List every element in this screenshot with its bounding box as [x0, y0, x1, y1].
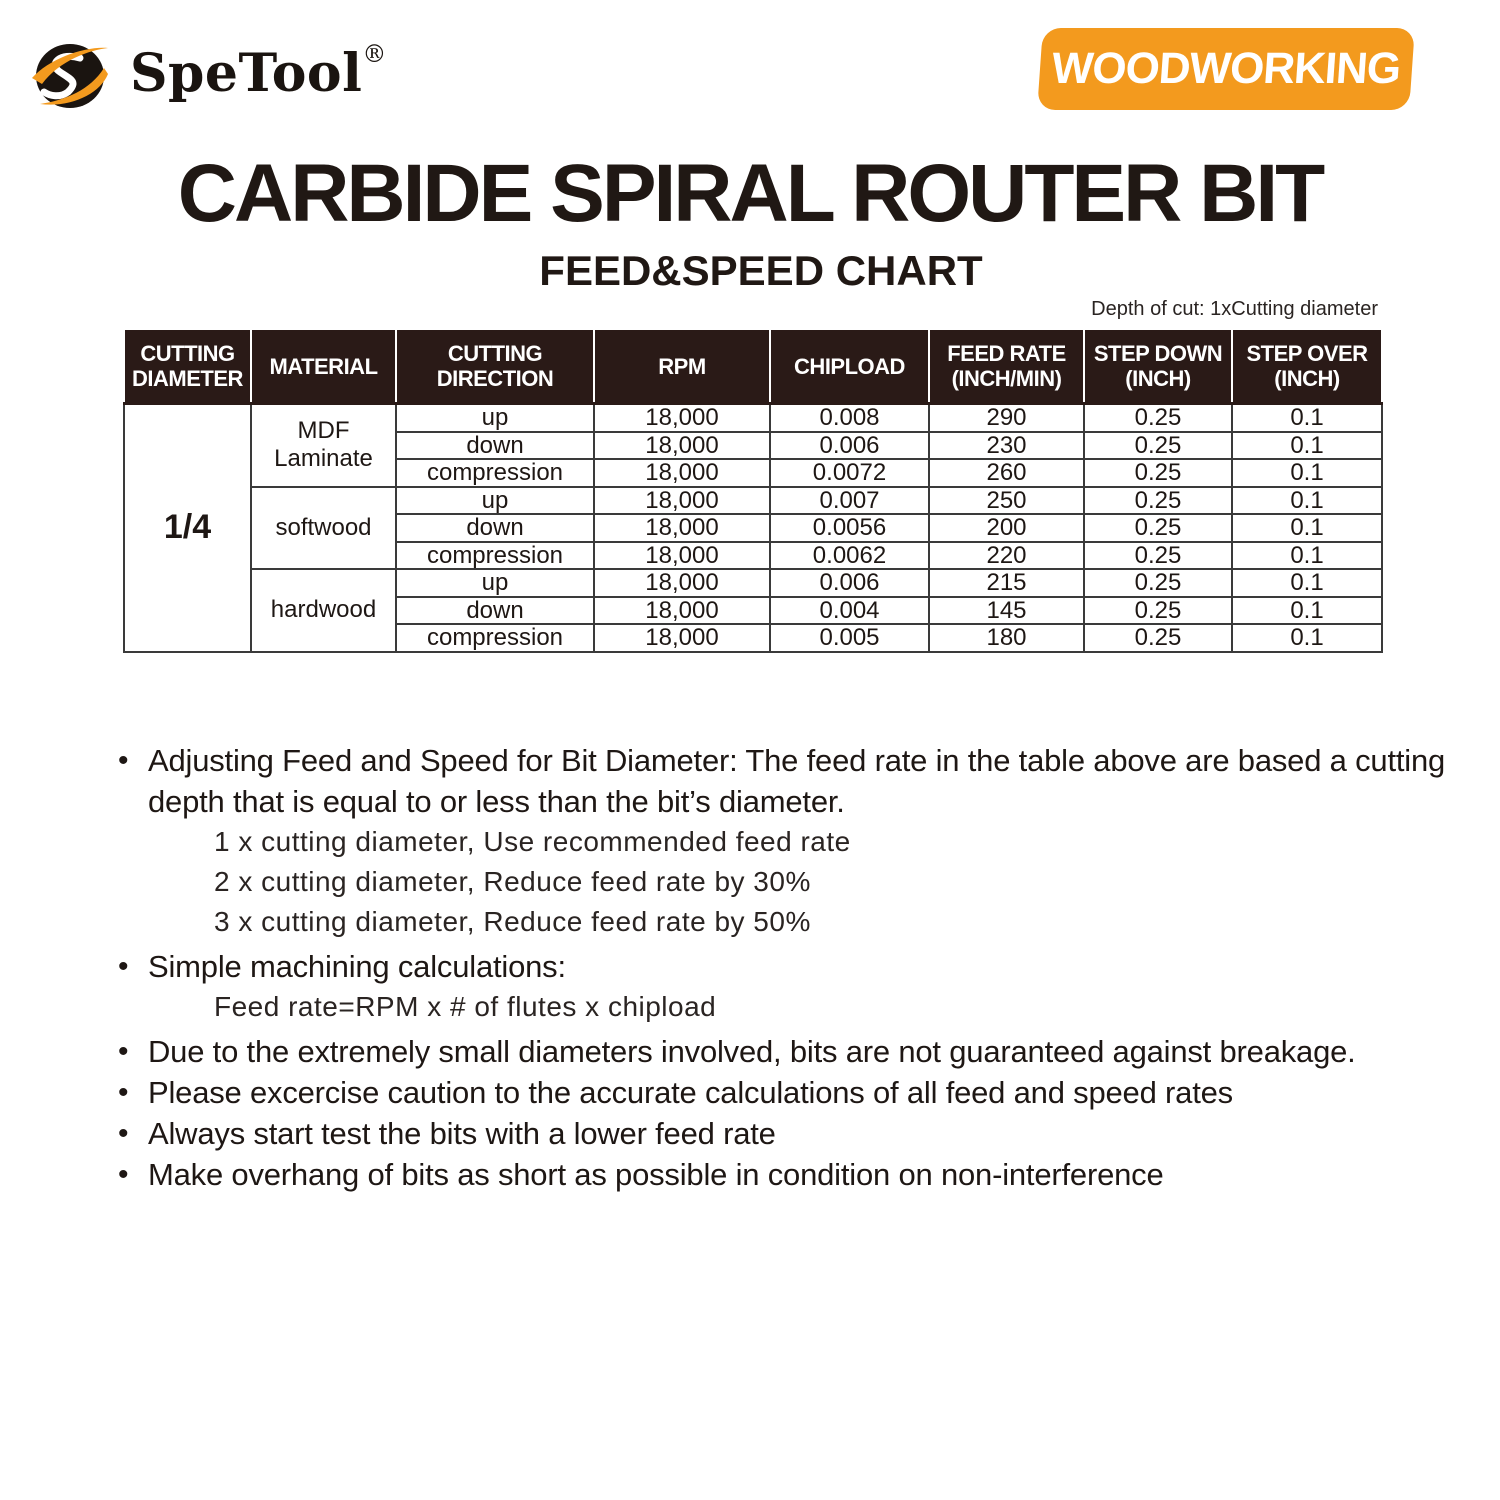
column-header-rpm	[594, 329, 770, 404]
column-header-line: (INCH)	[1125, 366, 1191, 391]
feed-cell: 250	[929, 487, 1084, 515]
step-over-cell: 0.1	[1232, 487, 1382, 515]
column-header-cutting-diameter	[124, 329, 251, 404]
column-header-line: (INCH)	[1274, 366, 1340, 391]
direction-cell: down	[396, 514, 594, 542]
rpm-cell: 18,000	[594, 432, 770, 460]
rpm-cell: 18,000	[594, 597, 770, 625]
step-down-cell: 0.25	[1084, 432, 1232, 460]
step-over-cell: 0.1	[1232, 459, 1382, 487]
chipload-cell: 0.007	[770, 487, 929, 515]
note-subline: 2 x cutting diameter, Reduce feed rate by 30%	[214, 866, 811, 897]
rpm-cell: 18,000	[594, 487, 770, 515]
column-header-line: MATERIAL	[269, 353, 378, 379]
feed-cell: 290	[929, 404, 1084, 432]
step-down-cell: 0.25	[1084, 569, 1232, 597]
table-header-row	[124, 329, 1382, 404]
direction-cell: compression	[396, 459, 594, 487]
table-header	[124, 329, 1382, 404]
rpm-cell: 18,000	[594, 404, 770, 432]
material-label: Laminate	[274, 445, 373, 473]
note-subline: 1 x cutting diameter, Use recommended feed rate	[214, 826, 851, 857]
column-header-line: STEP DOWN	[1093, 341, 1223, 366]
column-header-chipload	[770, 329, 929, 404]
direction-cell: compression	[396, 542, 594, 570]
column-header-line: FEED RATE	[947, 341, 1066, 366]
column-header-line: DIAMETER	[132, 366, 243, 391]
feed-cell: 145	[929, 597, 1084, 625]
brand-logo	[30, 38, 387, 112]
page-subtitle: FEED&SPEED CHART	[539, 247, 983, 294]
feed-cell: 220	[929, 542, 1084, 570]
column-header-line: DIRECTION	[436, 366, 554, 391]
column-header-material	[251, 329, 396, 404]
column-header-feed-rate	[929, 329, 1084, 404]
step-down-cell: 0.25	[1084, 542, 1232, 570]
spetool-logo-icon	[30, 38, 110, 112]
material-cell	[251, 487, 396, 570]
step-over-cell: 0.1	[1232, 624, 1382, 652]
step-over-cell: 0.1	[1232, 597, 1382, 625]
table-row	[124, 569, 1382, 597]
direction-cell: up	[396, 404, 594, 432]
step-down-cell: 0.25	[1084, 514, 1232, 542]
chipload-cell: 0.004	[770, 597, 929, 625]
chipload-cell: 0.0062	[770, 542, 929, 570]
note-bullet: • Always start test the bits with a lower feed rate	[118, 1113, 1478, 1154]
material-cell	[251, 404, 396, 487]
column-header-line: RPM	[658, 353, 706, 379]
chipload-cell: 0.006	[770, 432, 929, 460]
step-over-cell: 0.1	[1232, 542, 1382, 570]
column-header-line: CHIPLOAD	[794, 353, 905, 379]
feed-speed-table	[123, 328, 1383, 653]
chipload-cell: 0.0072	[770, 459, 929, 487]
table-body	[124, 404, 1382, 652]
depth-of-cut-note: Depth of cut: 1xCutting diameter	[1091, 298, 1378, 320]
material-label: hardwood	[270, 596, 377, 624]
note-bullet: • Make overhang of bits as short as possible in condition on non-interference	[118, 1154, 1478, 1195]
material-label: softwood	[275, 513, 372, 541]
column-header-line: CUTTING	[447, 341, 543, 366]
feed-cell: 260	[929, 459, 1084, 487]
note-bullet: • Adjusting Feed and Speed for Bit Diameter: The feed rate in the table above are based a cutting depth that is equal to or less than the bit’s diameter.	[118, 740, 1478, 822]
direction-cell: up	[396, 569, 594, 597]
rpm-cell: 18,000	[594, 459, 770, 487]
direction-cell: down	[396, 597, 594, 625]
step-down-cell: 0.25	[1084, 404, 1232, 432]
column-header-line: CUTTING	[140, 341, 235, 366]
note-subline: Feed rate=RPM x # of flutes x chipload	[214, 991, 717, 1022]
woodworking-badge: WOODWORKING	[1037, 28, 1415, 110]
note-bullet: • Simple machining calculations:	[118, 946, 1478, 987]
feed-cell: 180	[929, 624, 1084, 652]
column-header-line: (INCH/MIN)	[951, 366, 1062, 391]
material-cell	[251, 569, 396, 652]
notes-list	[118, 740, 1478, 1195]
column-header-cutting-direction	[396, 329, 594, 404]
feed-cell: 215	[929, 569, 1084, 597]
direction-cell: up	[396, 487, 594, 515]
table-row	[124, 487, 1382, 515]
chipload-cell: 0.0056	[770, 514, 929, 542]
chipload-cell: 0.008	[770, 404, 929, 432]
note-subline: 3 x cutting diameter, Reduce feed rate by 50%	[214, 906, 811, 937]
note-bullet: • Please excercise caution to the accurate calculations of all feed and speed rates	[118, 1072, 1478, 1113]
table-row	[124, 404, 1382, 432]
rpm-cell: 18,000	[594, 542, 770, 570]
brand-name: SpeTool®	[130, 40, 387, 104]
direction-cell: down	[396, 432, 594, 460]
column-header-step-down	[1084, 329, 1232, 404]
column-header-line: STEP OVER	[1246, 341, 1368, 366]
diameter-cell: 1/4	[124, 404, 251, 652]
step-over-cell: 0.1	[1232, 514, 1382, 542]
rpm-cell: 18,000	[594, 624, 770, 652]
direction-cell: compression	[396, 624, 594, 652]
step-down-cell: 0.25	[1084, 459, 1232, 487]
column-header-step-over	[1232, 329, 1382, 404]
rpm-cell: 18,000	[594, 569, 770, 597]
step-down-cell: 0.25	[1084, 597, 1232, 625]
step-down-cell: 0.25	[1084, 487, 1232, 515]
page-title: CARBIDE SPIRAL ROUTER BIT	[177, 148, 1323, 239]
step-down-cell: 0.25	[1084, 624, 1232, 652]
rpm-cell: 18,000	[594, 514, 770, 542]
material-label: MDF	[297, 417, 350, 445]
page-header	[0, 0, 1500, 140]
chipload-cell: 0.005	[770, 624, 929, 652]
step-over-cell: 0.1	[1232, 432, 1382, 460]
chipload-cell: 0.006	[770, 569, 929, 597]
step-over-cell: 0.1	[1232, 404, 1382, 432]
step-over-cell: 0.1	[1232, 569, 1382, 597]
feed-cell: 200	[929, 514, 1084, 542]
feed-cell: 230	[929, 432, 1084, 460]
note-bullet: • Due to the extremely small diameters involved, bits are not guaranteed against breakage.	[118, 1031, 1478, 1072]
